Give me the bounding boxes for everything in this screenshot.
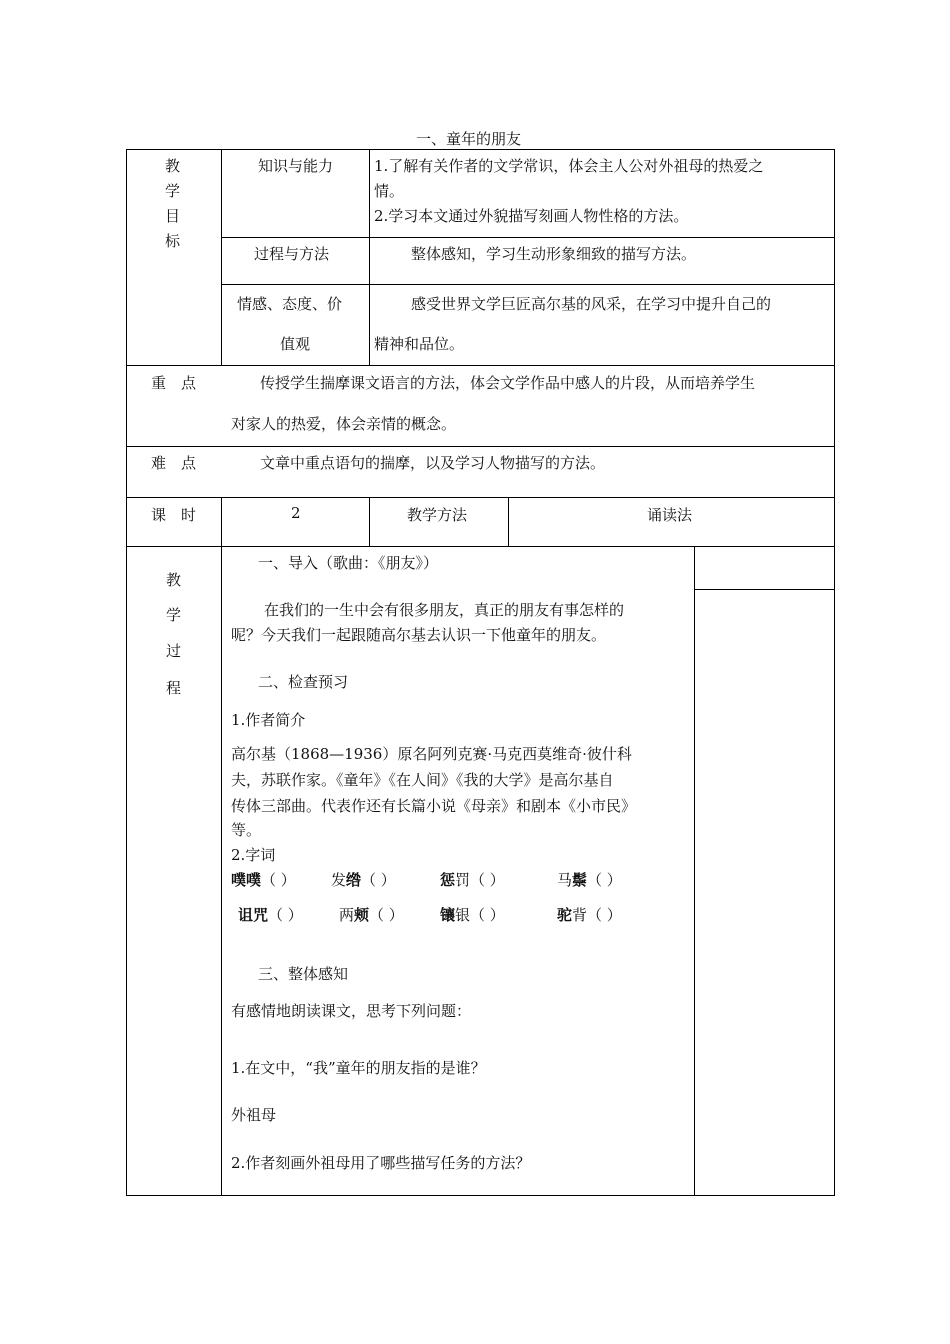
table-divider [221, 284, 834, 285]
process-section-label-char: 程 [166, 679, 182, 697]
vocab-word: 马 [557, 871, 573, 889]
section-heading: 一、导入（歌曲：《朋友》） [258, 554, 439, 572]
emotion-label: 值观 [280, 335, 311, 353]
table-divider [694, 546, 695, 1196]
hours-value: 2 [291, 504, 301, 522]
vocab-word: 绺 [346, 871, 362, 889]
paragraph-line: 夫，苏联作家。《童年》《在人间》《我的大学》是高尔基自 [231, 771, 614, 789]
vocab-blank: 背（ ） [572, 906, 622, 924]
process-text: 整体感知，学习生动形象细致的描写方法。 [411, 245, 697, 263]
process-label: 过程与方法 [254, 245, 330, 263]
method-value: 诵读法 [647, 506, 693, 524]
subheading: 1.作者简介 [231, 711, 306, 729]
vocab-item [557, 869, 622, 890]
emotion-label: 情感、态度、价 [237, 295, 343, 313]
knowledge-text: 情。 [374, 182, 405, 200]
vocab-word: 诅咒 [238, 906, 269, 924]
section-heading: 二、检查预习 [258, 673, 349, 691]
table-border-right [834, 149, 835, 1196]
goals-label-char: 标 [165, 232, 181, 250]
table-divider [126, 546, 834, 547]
vocab-blank: 银（ ） [455, 906, 505, 924]
vocab-word: 驼 [557, 906, 573, 924]
vocab-word: 镶 [440, 906, 456, 924]
hours-label: 课 时 [151, 506, 197, 524]
vocab-item [440, 869, 505, 890]
paragraph-line: 在我们的一生中会有很多朋友，真正的朋友有事怎样的 [264, 601, 625, 619]
vocab-item [440, 904, 505, 925]
question: 1.在文中，“我”童年的朋友指的是谁？ [231, 1059, 486, 1077]
vocab-blank: （ ） [268, 906, 303, 924]
difficulty-text: 文章中重点语句的揣摩，以及学习人物描写的方法。 [260, 454, 606, 472]
vocab-item [557, 904, 622, 925]
table-divider [126, 446, 834, 447]
vocab-word: 鬃 [572, 871, 588, 889]
difficulty-label: 难 点 [151, 454, 197, 472]
vocab-item [238, 904, 303, 925]
vocab-word: 惩 [440, 871, 456, 889]
key-points-text: 传授学生揣摩课文语言的方法，体会文学作品中感人的片段，从而培养学生 [260, 374, 756, 392]
subheading: 2.字词 [231, 846, 276, 864]
vocab-item [331, 869, 396, 890]
process-section-label-char: 过 [166, 642, 182, 660]
paragraph-line: 有感情地朗读课文，思考下列问题： [231, 1002, 472, 1020]
section-heading: 三、整体感知 [258, 965, 349, 983]
table-divider [369, 149, 370, 365]
table-divider [126, 497, 834, 498]
page-title: 一、童年的朋友 [416, 130, 522, 148]
vocab-item [231, 869, 296, 890]
emotion-text: 精神和品位。 [374, 335, 465, 353]
process-section-label-char: 学 [166, 606, 182, 624]
vocab-item [339, 904, 404, 925]
table-divider [221, 237, 834, 238]
vocab-word: 两 [339, 906, 355, 924]
table-divider [126, 365, 834, 366]
goals-label-char: 目 [165, 207, 181, 225]
table-divider [221, 497, 222, 1196]
paragraph-line: 呢？今天我们一起跟随高尔基去认识一下他童年的朋友。 [231, 626, 607, 644]
question: 2.作者刻画外祖母用了哪些描写任务的方法？ [231, 1154, 531, 1172]
emotion-text: 感受世界文学巨匠高尔基的风采，在学习中提升自己的 [411, 295, 772, 313]
knowledge-text: 1.了解有关作者的文学常识，体会主人公对外祖母的热爱之 [374, 157, 764, 175]
goals-label-char: 教 [165, 157, 181, 175]
table-border-bottom [126, 1195, 834, 1196]
vocab-blank: （ ） [361, 871, 396, 889]
key-points-label: 重 点 [151, 374, 197, 392]
goals-label-char: 学 [165, 182, 181, 200]
knowledge-label: 知识与能力 [258, 157, 334, 175]
vocab-blank: （ ） [369, 906, 404, 924]
method-label: 教学方法 [407, 506, 468, 524]
vocab-word: 噗噗 [231, 871, 262, 889]
table-border-left [126, 149, 127, 1196]
paragraph-line: 等。 [231, 821, 262, 839]
vocab-blank: （ ） [587, 871, 622, 889]
vocab-blank: （ ） [261, 871, 296, 889]
vocab-word: 发 [331, 871, 347, 889]
knowledge-text: 2.学习本文通过外貌描写刻画人物性格的方法。 [374, 207, 689, 225]
table-border-top [126, 149, 834, 150]
table-divider [508, 497, 509, 547]
paragraph-line: 传体三部曲。代表作还有长篇小说《母亲》和剧本《小市民》 [231, 797, 637, 815]
vocab-word: 颊 [354, 906, 370, 924]
table-divider [694, 589, 834, 590]
key-points-text: 对家人的热爱，体会亲情的概念。 [231, 415, 457, 433]
vocab-blank: 罚（ ） [455, 871, 505, 889]
table-divider [369, 497, 370, 547]
paragraph-line: 高尔基（1868—1936）原名阿列克赛·马克西莫维奇·彼什科 [231, 745, 632, 763]
table-divider [221, 149, 222, 365]
answer: 外祖母 [231, 1106, 277, 1124]
process-section-label-char: 教 [166, 571, 182, 589]
